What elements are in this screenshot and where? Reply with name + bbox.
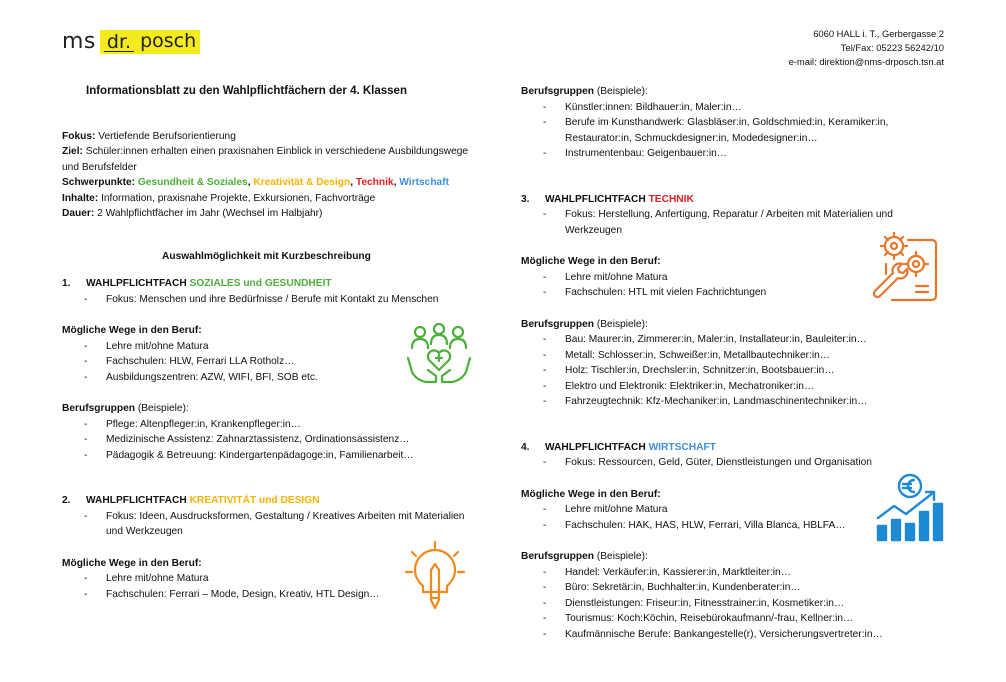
list-item: - Metall: Schlosser:in, Schweißer:in, Metallbautechniker:in… [521, 348, 951, 364]
list-item: - Büro: Sekretär:in, Buchhalter:in, Kundenberater:in… [521, 580, 951, 596]
list-item: - Instrumentenbau: Geigenbauer:in… [521, 146, 951, 162]
intro-block [62, 129, 492, 222]
intro-fokus: Fokus: Vertiefende Berufsorientierung [62, 130, 236, 142]
list-item: - Lehre mit/ohne Matura [62, 339, 492, 355]
section-heading: 3. WAHLPFLICHTFACH TECHNIK [521, 193, 694, 205]
address-email: e-mail: direktion@nms-drposch.tsn.at [788, 56, 944, 67]
intro-schwerpunkte: Schwerpunkte: Gesundheit & Soziales, Kreativität & Design, Technik, Wirtschaft [62, 177, 449, 188]
intro-ziel-cont: und Berufsfelder [62, 161, 137, 173]
wege-heading: Mögliche Wege in den Beruf: [62, 557, 202, 569]
list-item-cont: Restaurator:in, Schmuckdesigner:in, Modedesigner:in… [565, 132, 818, 144]
section-heading: 1. WAHLPFLICHTFACH SOZIALES und GESUNDHEIT [62, 278, 332, 289]
section-heading: 4. WAHLPFLICHTFACH WIRTSCHAFT [521, 441, 716, 453]
wege-heading: Mögliche Wege in den Beruf: [62, 325, 202, 336]
fokus-item: - Fokus: Herstellung, Anfertigung, Reparatur / Arbeiten mit Materialien und [521, 207, 951, 223]
fokus-item: - Fokus: Ideen, Ausdrucksformen, Gestaltung / Kreatives Arbeiten mit Materialien [62, 509, 492, 525]
wege-heading: Mögliche Wege in den Beruf: [521, 488, 661, 500]
list-item: - Fachschulen: HTL mit vielen Fachrichtungen [521, 285, 951, 301]
address-line: 6060 HALL i. T., Gerbergasse 2 [813, 28, 944, 39]
section-kreativitaet-cont [521, 84, 951, 162]
intro-ziel: Ziel: Schüler:innen erhalten einen praxisnahen Einblick in verschiedene Ausbildungswege [62, 146, 469, 157]
list-item: - Kaufmännische Berufe: Bankangestelle(r), Versicherungsvertreter:in… [521, 627, 951, 643]
logo-ms: ms [62, 29, 96, 55]
fokus-item-cont: Werkzeugen [565, 224, 623, 236]
list-item: - Ausbildungszentren: AZW, WIFI, BFI, SOB etc. [62, 370, 492, 386]
gruppen-heading: Berufsgruppen (Beispiele): [521, 86, 648, 97]
fokus-item: - Fokus: Menschen und ihre Bedürfnisse / Berufe mit Kontakt zu Menschen [62, 292, 492, 308]
list-item: - Lehre mit/ohne Matura [62, 571, 492, 587]
page-title: Informationsblatt zu den Wahlpflichtfächern der 4. Klassen [86, 85, 407, 97]
list-item: - Handel: Verkäufer:in, Kassierer:in, Marktleiter:in… [521, 565, 951, 581]
section-heading: 2. WAHLPFLICHTFACH KREATIVITÄT und DESIGN [62, 495, 320, 506]
address-phone: Tel/Fax: 05223 56242/10 [840, 42, 944, 53]
list-item: - Fachschulen: HLW, Ferrari LLA Rotholz… [62, 354, 492, 370]
list-item: - Bau: Maurer:in, Zimmerer:in, Maler:in, Installateur:in, Bauleiter:in… [521, 332, 951, 348]
list-item: - Künstler:innen: Bildhauer:in, Maler:in… [521, 100, 951, 116]
gruppen-heading: Berufsgruppen (Beispiele): [521, 551, 648, 562]
list-item: - Lehre mit/ohne Matura [521, 502, 951, 518]
logo-dr: dr. [104, 33, 134, 52]
list-item: - Lehre mit/ohne Matura [521, 270, 951, 286]
list-item: - Dienstleistungen: Friseur:in, Fitnesstrainer:in, Kosmetiker:in… [521, 596, 951, 612]
auswahl-heading: Auswahlmöglichkeit mit Kurzbeschreibung [162, 250, 371, 262]
gears-wrench-icon [872, 228, 944, 304]
list-item: - Fachschulen: HAK, HAS, HLW, Ferrari, Villa Blanca, HBLFA… [521, 518, 951, 534]
gruppen-heading: Berufsgruppen (Beispiele): [62, 403, 189, 414]
care-hands-icon [404, 320, 474, 390]
list-item: - Pflege: Altenpfleger:in, Krankenpfleger:in… [62, 417, 492, 433]
list-item: - Fahrzeugtechnik: Kfz-Mechaniker:in, Landmaschinentechniker:in… [521, 394, 951, 410]
fokus-item: - Fokus: Ressourcen, Geld, Güter, Dienstleistungen und Organisation [521, 455, 951, 471]
logo-posch: posch [140, 30, 197, 53]
euro-growth-chart-icon [874, 472, 944, 542]
list-item: - Tourismus: Koch:Köchin, Reisebürokaufmann/-frau, Kellner:in… [521, 611, 951, 627]
gruppen-heading: Berufsgruppen (Beispiele): [521, 318, 648, 330]
list-item: - Berufe im Kunsthandwerk: Glasbläser:in, Goldschmied:in, Keramiker:in, [521, 115, 951, 131]
wege-heading: Mögliche Wege in den Beruf: [521, 256, 661, 267]
intro-inhalte: Inhalte: Information, praxisnahe Projekte, Exkursionen, Fachvorträge [62, 192, 376, 204]
list-item: - Pädagogik & Betreuung: Kindergartenpädagoge:in, Familienarbeit… [62, 448, 492, 464]
list-item: - Holz: Tischler:in, Drechsler:in, Schnitzer:in, Bootsbauer:in… [521, 363, 951, 379]
logo-yellow-box [100, 30, 200, 54]
fokus-item-cont: und Werkzeugen [106, 526, 183, 537]
list-item: - Elektro und Elektronik: Elektriker:in, Mechatroniker:in… [521, 379, 951, 395]
intro-dauer: Dauer: 2 Wahlpflichtfächer im Jahr (Wechsel im Halbjahr) [62, 208, 323, 219]
right-column [521, 84, 951, 642]
school-address [789, 27, 944, 69]
list-item: - Fachschulen: Ferrari – Mode, Design, Kreativ, HTL Design… [62, 587, 492, 603]
list-item: - Medizinische Assistenz: Zahnarztassistenz, Ordinationsassistenz… [62, 432, 492, 448]
lightbulb-pencil-icon [404, 540, 466, 612]
school-logo [62, 29, 200, 55]
